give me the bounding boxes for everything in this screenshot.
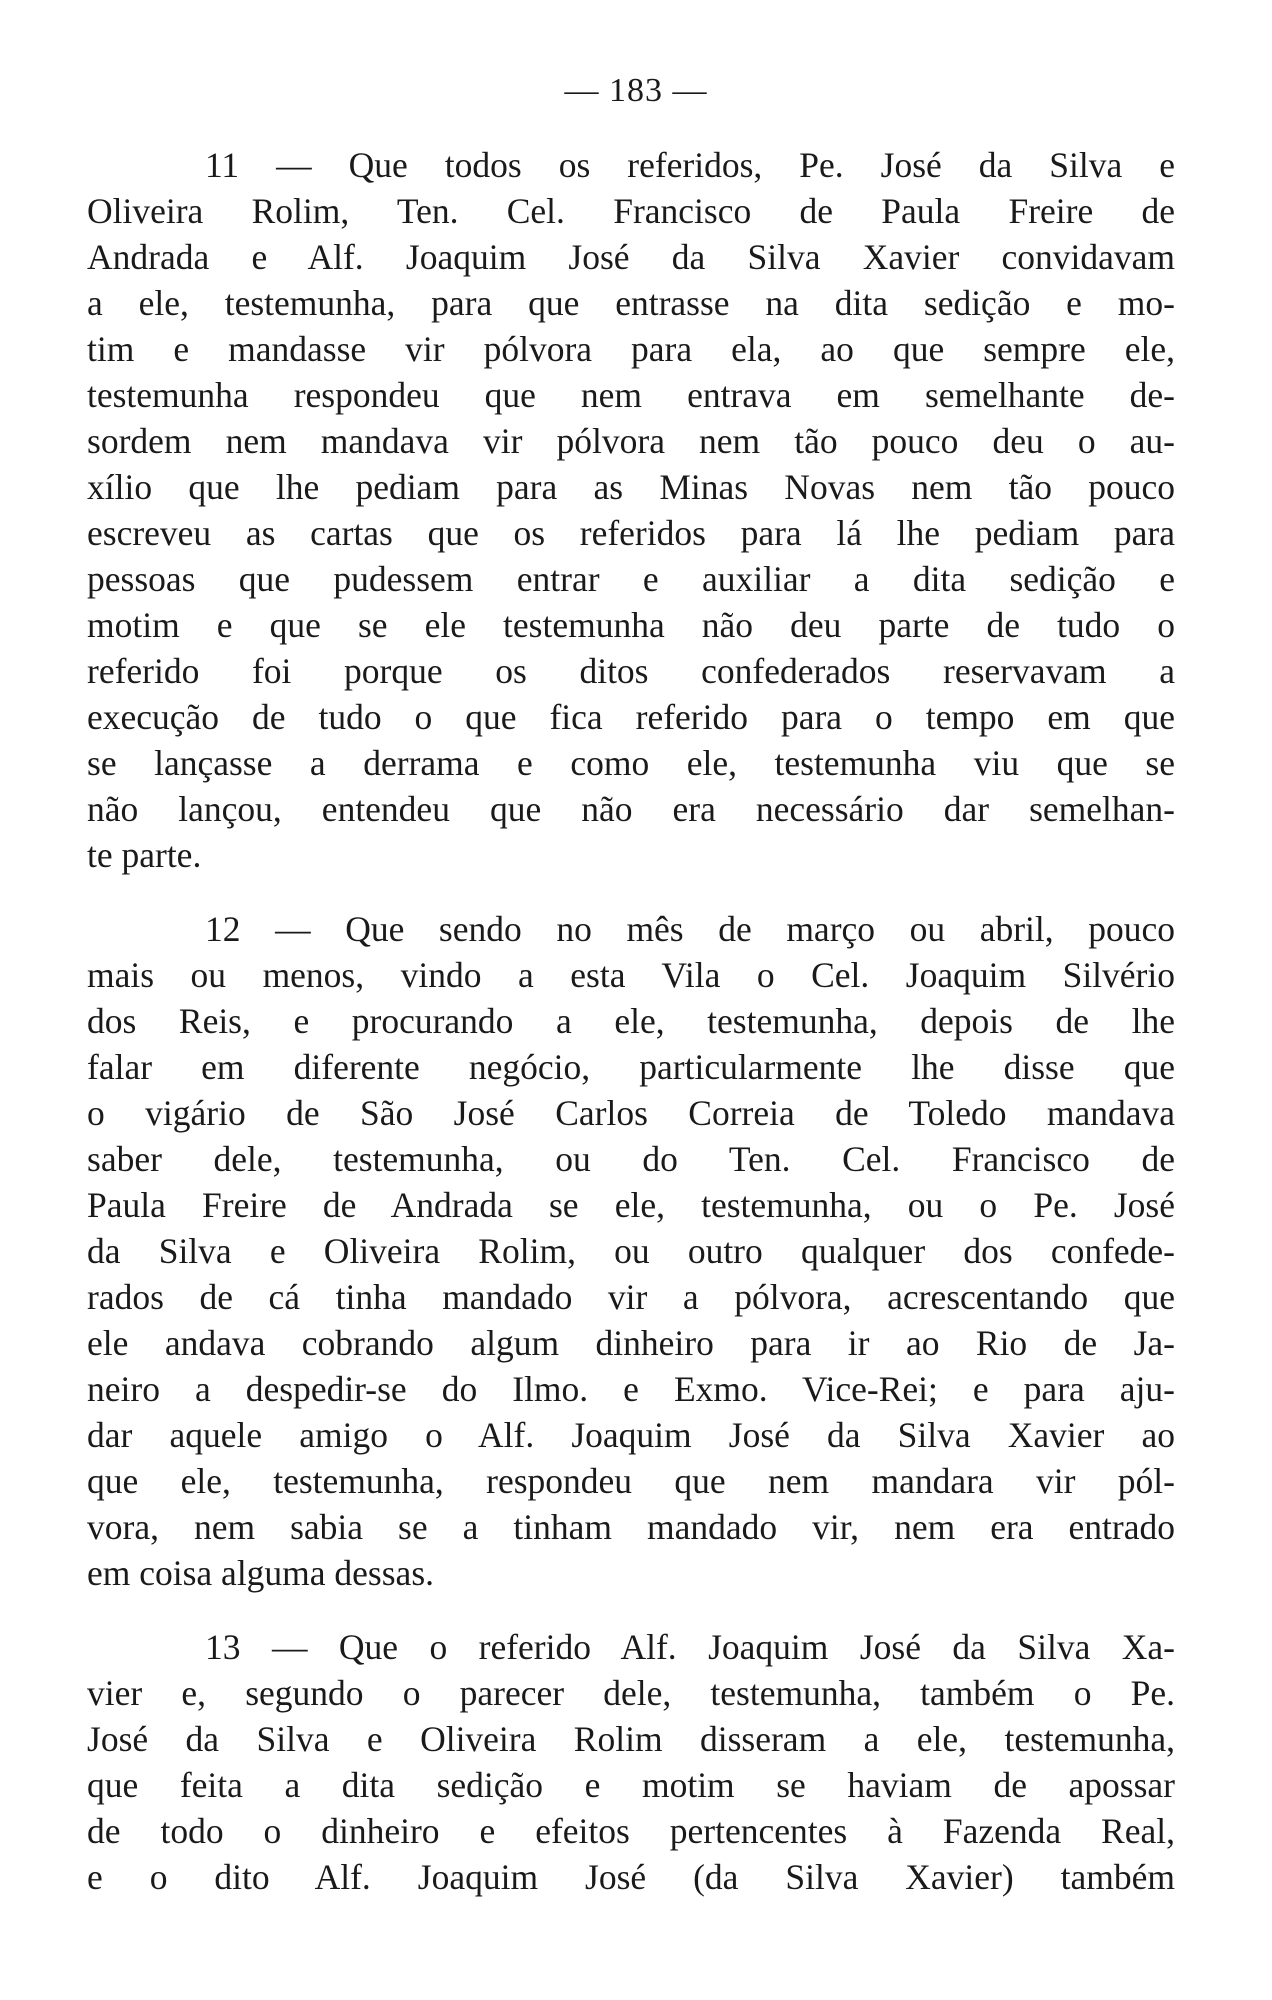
text-line: pessoas que pudessem entrar e auxiliar a dita sedição e <box>87 559 1175 599</box>
text-line: neiro a despedir-se do Ilmo. e Exmo. Vice-Rei; e para aju- <box>87 1369 1175 1409</box>
text-line: testemunha respondeu que nem entrava em semelhante de- <box>87 375 1175 415</box>
text-line: Andrada e Alf. Joaquim José da Silva Xavier convidavam <box>87 237 1175 277</box>
text-line: a ele, testemunha, para que entrasse na dita sedição e mo- <box>87 283 1175 323</box>
text-line: vora, nem sabia se a tinham mandado vir, nem era entrado <box>87 1507 1175 1547</box>
text-line: de todo o dinheiro e efeitos pertencentes à Fazenda Real, <box>87 1811 1175 1851</box>
text-line: José da Silva e Oliveira Rolim disseram a ele, testemunha, <box>87 1719 1175 1759</box>
text-line: saber dele, testemunha, ou do Ten. Cel. Francisco de <box>87 1139 1175 1179</box>
text-line: xílio que lhe pediam para as Minas Novas nem tão pouco <box>87 467 1175 507</box>
text-line: mais ou menos, vindo a esta Vila o Cel. Joaquim Silvério <box>87 955 1175 995</box>
text-line: referido foi porque os ditos confederados reservavam a <box>87 651 1175 691</box>
text-line: que ele, testemunha, respondeu que nem mandara vir pól- <box>87 1461 1175 1501</box>
text-line: vier e, segundo o parecer dele, testemunha, também o Pe. <box>87 1673 1175 1713</box>
text-line: 12 — Que sendo no mês de março ou abril, pouco <box>205 909 1175 949</box>
paragraph-11 <box>87 142 1175 878</box>
text-line: e o dito Alf. Joaquim José (da Silva Xavier) também <box>87 1857 1175 1897</box>
paragraph-13 <box>87 1624 1175 1900</box>
text-line: Oliveira Rolim, Ten. Cel. Francisco de Paula Freire de <box>87 191 1175 231</box>
text-line: em coisa alguma dessas. <box>87 1553 435 1593</box>
text-line: falar em diferente negócio, particularmente lhe disse que <box>87 1047 1175 1087</box>
text-line: da Silva e Oliveira Rolim, ou outro qualquer dos confede- <box>87 1231 1175 1271</box>
paragraph-spacer <box>87 1596 1175 1624</box>
text-line: motim e que se ele testemunha não deu parte de tudo o <box>87 605 1175 645</box>
text-line: Paula Freire de Andrada se ele, testemunha, ou o Pe. José <box>87 1185 1175 1225</box>
paragraph-12 <box>87 906 1175 1596</box>
text-line: te parte. <box>87 835 202 875</box>
text-line: se lançasse a derrama e como ele, testemunha viu que se <box>87 743 1175 783</box>
text-line: não lançou, entendeu que não era necessário dar semelhan- <box>87 789 1175 829</box>
paragraph-spacer <box>87 878 1175 906</box>
text-line: o vigário de São José Carlos Correia de Toledo mandava <box>87 1093 1175 1133</box>
text-line: escreveu as cartas que os referidos para lá lhe pediam para <box>87 513 1175 553</box>
body-text <box>87 142 1175 1900</box>
text-line: sordem nem mandava vir pólvora nem tão pouco deu o au- <box>87 421 1175 461</box>
text-line: tim e mandasse vir pólvora para ela, ao que sempre ele, <box>87 329 1175 369</box>
text-line: execução de tudo o que fica referido para o tempo em que <box>87 697 1175 737</box>
page-number: — 183 — <box>564 72 708 109</box>
text-line: dos Reis, e procurando a ele, testemunha, depois de lhe <box>87 1001 1175 1041</box>
text-line: ele andava cobrando algum dinheiro para ir ao Rio de Ja- <box>87 1323 1175 1363</box>
text-line: rados de cá tinha mandado vir a pólvora, acrescentando que <box>87 1277 1175 1317</box>
text-line: 13 — Que o referido Alf. Joaquim José da Silva Xa- <box>205 1627 1175 1667</box>
text-line: dar aquele amigo o Alf. Joaquim José da Silva Xavier ao <box>87 1415 1175 1455</box>
text-line: 11 — Que todos os referidos, Pe. José da Silva e <box>205 145 1175 185</box>
text-line: que feita a dita sedição e motim se haviam de apossar <box>87 1765 1175 1805</box>
